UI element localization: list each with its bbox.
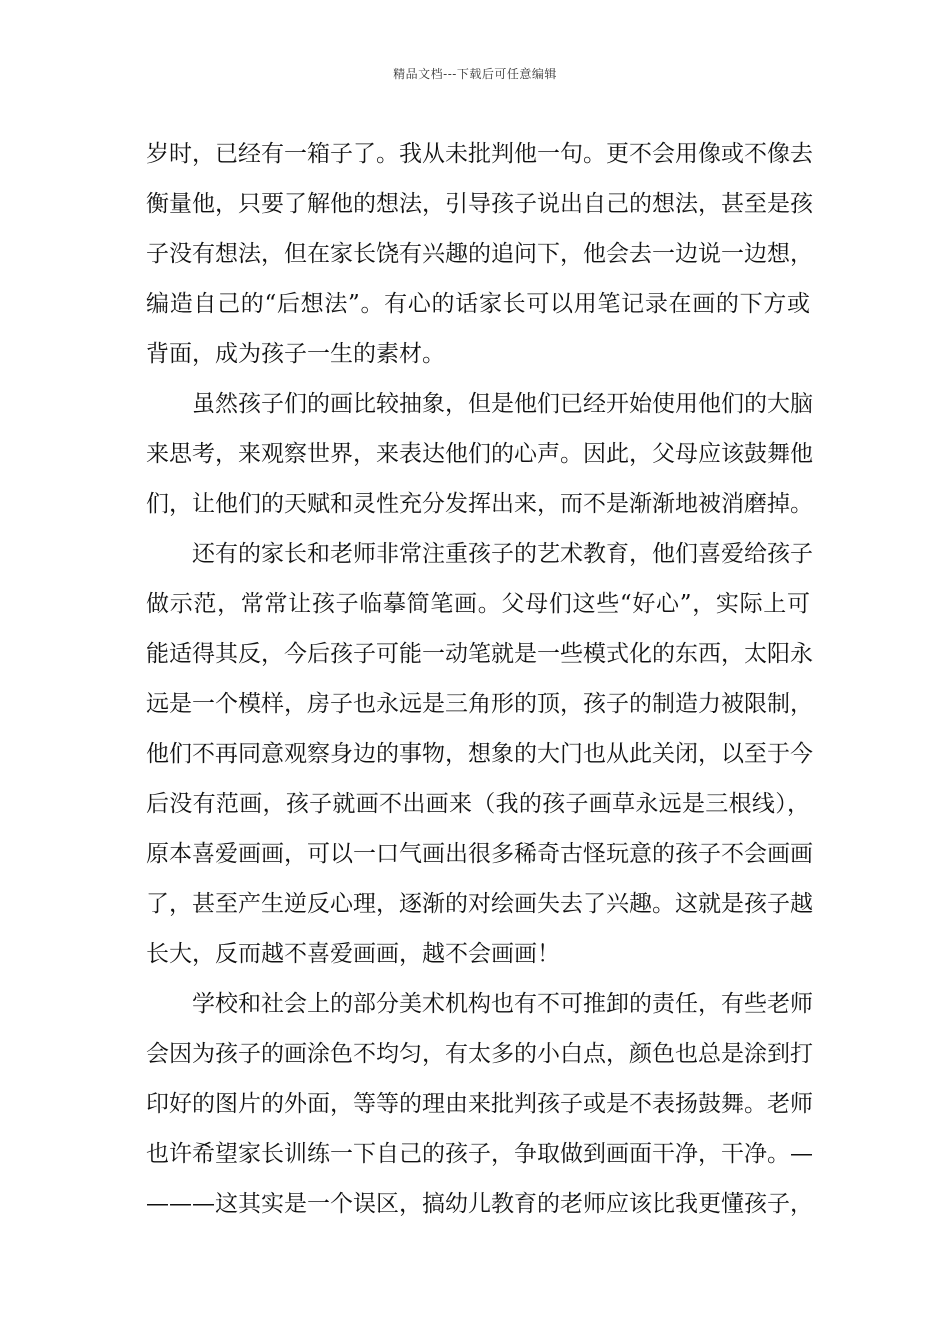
paragraph [146, 379, 813, 529]
text-line: 还有的家长和老师非常注重孩子的艺术教育，他们喜爱给孩子 [192, 541, 813, 567]
text-line: 长大，反而越不喜爱画画，越不会画画！ [146, 941, 560, 967]
text-line: 会因为孩子的画涂色不均匀，有太多的小白点，颜色也总是涂到打 [146, 1041, 813, 1067]
text-line: 印好的图片的外面，等等的理由来批判孩子或是不表扬鼓舞。老师 [146, 1091, 813, 1117]
paragraph [146, 129, 813, 379]
text-line: 也许希望家长训练一下自己的孩子，争取做到画面干净，干净。— [146, 1141, 813, 1167]
text-line: 他们不再同意观察身边的事物，想象的大门也从此关闭，以至于今 [146, 741, 813, 767]
page-header: 精品文档---下载后可任意编辑 [393, 67, 557, 81]
text-line: 子没有想法，但在家长饶有兴趣的追问下，他会去一边说一边想， [146, 241, 813, 267]
text-line: 学校和社会上的部分美术机构也有不可推卸的责任，有些老师 [192, 991, 813, 1017]
text-line: 背面，成为孩子一生的素材。 [146, 341, 445, 367]
text-line: 衡量他，只要了解他的想法，引导孩子说出自己的想法，甚至是孩 [146, 191, 813, 217]
text-line: 原本喜爱画画，可以一口气画出很多稀奇古怪玩意的孩子不会画画 [146, 841, 813, 867]
body-text [146, 129, 813, 1229]
paragraph [146, 529, 813, 979]
text-line: ———这其实是一个误区，搞幼儿教育的老师应该比我更懂孩子， [146, 1191, 813, 1217]
text-line: 们，让他们的天赋和灵性充分发挥出来，而不是渐渐地被消磨掉。 [146, 491, 813, 517]
text-line: 岁时，已经有一箱子了。我从未批判他一句。更不会用像或不像去 [146, 141, 813, 167]
text-line: 做示范，常常让孩子临摹简笔画。父母们这些“好心”，实际上可 [146, 591, 810, 617]
text-line: 后没有范画，孩子就画不出画来（我的孩子画草永远是三根线）， [146, 791, 810, 817]
text-line: 编造自己的“后想法”。有心的话家长可以用笔记录在画的下方或 [146, 291, 810, 317]
text-line: 远是一个模样，房子也永远是三角形的顶，孩子的制造力被限制， [146, 691, 813, 717]
text-line: 来思考，来观察世界，来表达他们的心声。因此，父母应该鼓舞他 [146, 441, 813, 467]
text-line: 虽然孩子们的画比较抽象，但是他们已经开始使用他们的大脑 [192, 391, 813, 417]
text-line: 能适得其反，今后孩子可能一动笔就是一些模式化的东西，太阳永 [146, 641, 813, 667]
paragraph [146, 979, 813, 1229]
text-line: 了，甚至产生逆反心理，逐渐的对绘画失去了兴趣。这就是孩子越 [146, 891, 813, 917]
